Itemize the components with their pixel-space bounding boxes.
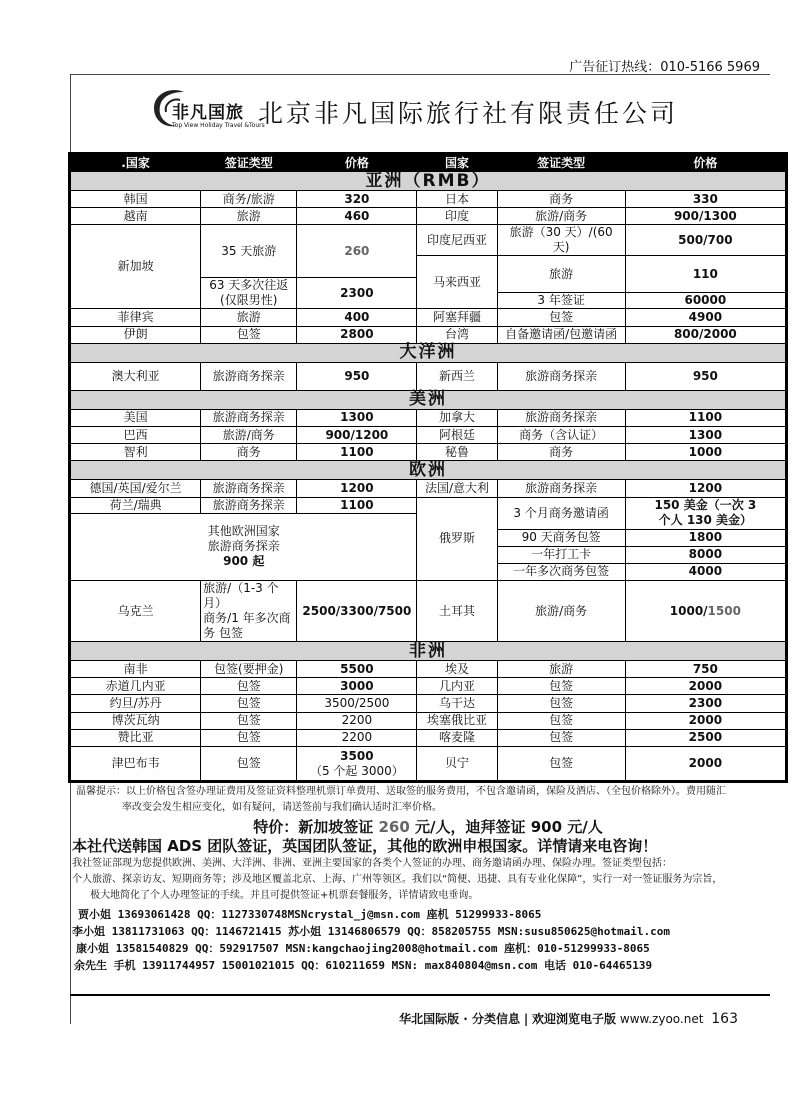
country-cell: 新加坡 — [71, 225, 201, 309]
price-cell: 2500 — [625, 729, 785, 746]
type-line: 务 包签 — [203, 626, 243, 641]
country-cell: 新西兰 — [417, 362, 497, 390]
region-row-africa — [71, 642, 786, 661]
country-cell: 韩国 — [71, 191, 201, 208]
type-cell: 旅游（30 天）/(60 天) — [497, 225, 625, 256]
price-cell: 8000 — [625, 546, 785, 563]
type-line: (仅限男性) — [220, 293, 278, 308]
reminder-text: 率改变会发生相应变化，如有疑问，请送签前与我们确认适时汇率价格。 — [122, 802, 442, 813]
price-cell: 4900 — [625, 309, 785, 326]
price-cell: 2000 — [625, 678, 785, 695]
price-cell: 2000 — [625, 712, 785, 729]
type-cell: 旅游商务探亲 — [497, 409, 625, 426]
country-cell: 埃及 — [417, 661, 497, 678]
country-cell: 法国/意大利 — [417, 480, 497, 497]
table-row — [71, 678, 786, 695]
type-cell: 旅游商务探亲 — [201, 497, 297, 513]
price-cell — [297, 747, 417, 781]
price-cell: 3000 — [297, 678, 417, 695]
type-cell: 包签 — [201, 729, 297, 746]
contact-line: 余先生 手机 13911744957 15001021015 QQ：610211659 MSN: max840804@msn.com 电话 010-64465139 — [74, 959, 653, 972]
country-cell: 伊朗 — [71, 326, 201, 343]
group-visa-headline: 本社代送韩国 ADS 团队签证，英国团队签证，其他的欧洲申根国家。详情请来电咨询！ — [72, 837, 658, 855]
type-cell: 旅游 — [201, 309, 297, 326]
country-cell: 秘鲁 — [417, 444, 497, 461]
price-cell: 2300 — [297, 278, 417, 309]
other-europe-line: 其他欧洲国家 — [207, 524, 280, 539]
price-cell: 1000 — [625, 444, 785, 461]
footer-separator: | — [523, 1012, 529, 1026]
type-cell: 90 天商务包签 — [497, 529, 625, 546]
visa-price-table — [68, 152, 788, 783]
price-cell: 3500/2500 — [297, 695, 417, 712]
region-row-oceania — [71, 343, 786, 362]
type-cell: 商务 — [201, 444, 297, 461]
type-cell: 包签 — [497, 747, 625, 781]
page-footer — [399, 1010, 738, 1027]
price-cell: 400 — [297, 309, 417, 326]
price-cell — [625, 581, 785, 642]
region-row-america — [71, 390, 786, 409]
country-cell: 南非 — [71, 661, 201, 678]
type-line: 63 天多次往返 — [209, 278, 289, 293]
type-cell: 包签 — [201, 695, 297, 712]
type-cell: 旅游 — [497, 256, 625, 292]
price-cell: 60000 — [625, 292, 785, 309]
price-cell: 2200 — [297, 729, 417, 746]
price-cell: 1200 — [297, 480, 417, 497]
price-cell: 2200 — [297, 712, 417, 729]
price-cell: 4000 — [625, 563, 785, 580]
special-text: 特价：新加坡签证 — [253, 818, 379, 836]
type-cell: 35 天旅游 — [201, 225, 297, 278]
country-cell: 美国 — [71, 409, 201, 426]
region-row-asia — [71, 172, 786, 191]
intro-text: 极大地简化了个人办理签证的手续。并且可提供签证+机票套餐服务，详情请致电垂询。 — [90, 890, 479, 901]
contact-line: 贾小姐 13693061428 QQ：1127330748MSNcrystal_j@msn.com 座机 51299933-8065 — [78, 908, 542, 921]
contact-line: 康小姐 13581540829 QQ：592917507 MSN:kangchaojing2008@hotmail.com 座机：010-51299933-8065 — [76, 942, 650, 955]
type-cell — [201, 581, 297, 642]
price-cell: 260 — [297, 225, 417, 278]
type-cell: 旅游/商务 — [497, 208, 625, 225]
type-cell: 包签 — [497, 729, 625, 746]
price-cell: 320 — [297, 191, 417, 208]
type-line: 旅游/（1-3 个月） — [203, 581, 279, 611]
table-row — [71, 480, 786, 497]
country-cell: 博茨瓦纳 — [71, 712, 201, 729]
country-cell: 智利 — [71, 444, 201, 461]
price-cell: 330 — [625, 191, 785, 208]
other-europe-line: 旅游商务探亲 — [207, 539, 280, 554]
header-price: 价格 — [297, 155, 417, 172]
table-row — [71, 712, 786, 729]
type-cell: 旅游商务探亲 — [497, 480, 625, 497]
country-cell: 几内亚 — [417, 678, 497, 695]
type-cell: 包签 — [201, 712, 297, 729]
price-part: 1000/ — [669, 603, 708, 618]
price-cell: 2500/3300/7500 — [297, 581, 417, 642]
price-cell: 1200 — [625, 480, 785, 497]
type-cell: 3 个月商务邀请函 — [497, 497, 625, 529]
header-visa-type: 签证类型 — [497, 155, 625, 172]
bottom-rule — [70, 994, 770, 996]
country-cell: 阿塞拜疆 — [417, 309, 497, 326]
table-row — [71, 309, 786, 326]
footer-tagline: 欢迎浏览电子版 — [532, 1012, 617, 1026]
price-line: 个人 130 美金） — [658, 513, 753, 527]
type-cell: 商务 — [497, 191, 625, 208]
price-part: 1500 — [707, 603, 741, 618]
price-line: 150 美金（一次 3 — [654, 498, 757, 512]
country-cell: 巴西 — [71, 426, 201, 443]
country-cell: 津巴布韦 — [71, 747, 201, 781]
top-rule — [70, 74, 770, 75]
country-cell: 阿根廷 — [417, 426, 497, 443]
company-name: 北京非凡国际旅行社有限责任公司 — [258, 99, 679, 128]
price-cell: 1100 — [297, 497, 417, 513]
header-price: 价格 — [625, 155, 785, 172]
country-cell: 印度尼西亚 — [417, 225, 497, 256]
country-cell: 赞比亚 — [71, 729, 201, 746]
table-row — [71, 444, 786, 461]
other-europe-price: 900 起 — [223, 554, 265, 569]
table-row — [71, 409, 786, 426]
price-cell: 950 — [625, 362, 785, 390]
table-row — [71, 661, 786, 678]
price-cell: 1100 — [297, 444, 417, 461]
price-cell: 460 — [297, 208, 417, 225]
type-cell: 商务/旅游 — [201, 191, 297, 208]
logo-text-cn: 非凡国旅 — [172, 103, 244, 123]
price-cell: 750 — [625, 661, 785, 678]
country-cell: 马来西亚 — [417, 256, 497, 309]
type-cell: 一年多次商务包签 — [497, 563, 625, 580]
price-cell: 800/2000 — [625, 326, 785, 343]
page-number: 163 — [711, 1011, 738, 1027]
logo-text-en: Top View Holiday Travel &Tours — [172, 122, 265, 129]
price-cell: 900/1200 — [297, 426, 417, 443]
price-cell: 5500 — [297, 661, 417, 678]
country-cell: 越南 — [71, 208, 201, 225]
header-visa-type: 签证类型 — [201, 155, 297, 172]
type-cell: 包签 — [497, 309, 625, 326]
country-cell: 乌干达 — [417, 695, 497, 712]
table-row — [71, 426, 786, 443]
type-cell: 3 年签证 — [497, 292, 625, 309]
table-row — [71, 191, 786, 208]
company-logo — [150, 86, 265, 138]
type-cell: 一年打工卡 — [497, 546, 625, 563]
type-cell: 旅游商务探亲 — [497, 362, 625, 390]
contact-list — [72, 906, 784, 974]
table-row — [71, 497, 786, 513]
country-cell: 加拿大 — [417, 409, 497, 426]
type-cell — [201, 278, 297, 309]
table-row — [71, 208, 786, 225]
price-cell: 1300 — [625, 426, 785, 443]
type-cell: 包签(要押金) — [201, 661, 297, 678]
region-title: 欧洲 — [71, 461, 786, 480]
header-country: .国家 — [71, 155, 201, 172]
country-cell: 喀麦隆 — [417, 729, 497, 746]
country-cell: 德国/英国/爱尔兰 — [71, 480, 201, 497]
type-cell: 旅游商务探亲 — [201, 362, 297, 390]
type-cell: 商务 — [497, 444, 625, 461]
special-price: 260 — [378, 818, 410, 836]
type-cell: 旅游 — [201, 208, 297, 225]
type-cell: 旅游/商务 — [201, 426, 297, 443]
type-cell: 自备邀请函/包邀请函 — [497, 326, 625, 343]
type-cell: 旅游 — [497, 661, 625, 678]
price-cell: 900/1300 — [625, 208, 785, 225]
price-cell: 1800 — [625, 529, 785, 546]
region-title: 亚洲（RMB） — [71, 172, 786, 191]
region-row-europe — [71, 461, 786, 480]
intro-text: 个人旅游、探亲访友、短期商务等；涉及地区覆盖北京、上海、广州等领区。我们以“简便、迅捷、具有专业化保障”，实行一对一签证服务为宗旨， — [72, 874, 723, 885]
region-title: 非洲 — [71, 642, 786, 661]
country-cell: 日本 — [417, 191, 497, 208]
country-cell: 菲律宾 — [71, 309, 201, 326]
contact-line: 李小姐 13811731063 QQ：1146721415 苏小姐 13146806579 QQ：858205755 MSN:susu850625@hotmail.com — [72, 925, 670, 938]
intro-text: 我社签证部现为您提供欧洲、美洲、大洋洲、非洲、亚洲主要国家的各类个人签证的办理、商务邀请函办理、保险办理。签证类型包括： — [72, 858, 672, 869]
table-row — [71, 225, 786, 256]
table-row — [71, 729, 786, 746]
price-cell: 110 — [625, 256, 785, 292]
table-header — [71, 155, 786, 172]
price-cell — [625, 497, 785, 529]
type-cell: 包签 — [497, 695, 625, 712]
type-cell: 包签 — [201, 326, 297, 343]
price-cell: 1100 — [625, 409, 785, 426]
price-cell: 1300 — [297, 409, 417, 426]
type-cell: 包签 — [201, 678, 297, 695]
reminder-text: 温馨提示：以上价格包含签办理证费用及签证资料整理机票订单费用、送取签的服务费用，不包含邀请函，保险及酒店、（全包价格除外）。费用随汇 — [76, 786, 726, 797]
price-cell: 950 — [297, 362, 417, 390]
country-cell: 乌克兰 — [71, 581, 201, 642]
type-cell: 旅游/商务 — [497, 581, 625, 642]
type-cell: 商务（含认证） — [497, 426, 625, 443]
type-line: 商务/1 年多次商 — [203, 611, 291, 626]
country-cell: 埃塞俄比亚 — [417, 712, 497, 729]
table-row — [71, 747, 786, 781]
country-cell: 印度 — [417, 208, 497, 225]
price-line: 3500 — [340, 748, 374, 763]
table-row — [71, 326, 786, 343]
country-cell: 贝宁 — [417, 747, 497, 781]
price-cell: 2800 — [297, 326, 417, 343]
country-cell: 土耳其 — [417, 581, 497, 642]
country-cell: 赤道几内亚 — [71, 678, 201, 695]
footer-url[interactable]: www.zyoo.net — [619, 1012, 704, 1026]
table-row — [71, 362, 786, 390]
country-cell: 荷兰/瑞典 — [71, 497, 201, 513]
notes-section — [72, 784, 784, 974]
country-cell: 约旦/苏丹 — [71, 695, 201, 712]
table-row — [71, 695, 786, 712]
special-text: 元/人，迪拜签证 900 元/人 — [409, 818, 603, 836]
header-country: 国家 — [417, 155, 497, 172]
price-note: （5 个起 3000） — [309, 763, 404, 778]
other-europe-cell — [71, 513, 417, 581]
country-cell: 澳大利亚 — [71, 362, 201, 390]
price-cell: 2300 — [625, 695, 785, 712]
type-cell: 包签 — [201, 747, 297, 781]
price-cell: 2000 — [625, 747, 785, 781]
type-cell: 旅游商务探亲 — [201, 409, 297, 426]
type-cell: 旅游商务探亲 — [201, 480, 297, 497]
country-cell: 台湾 — [417, 326, 497, 343]
table-row — [71, 581, 786, 642]
type-cell: 包签 — [497, 678, 625, 695]
region-title: 美洲 — [71, 390, 786, 409]
ad-hotline: 广告征订热线：010-5166 5969 — [569, 60, 760, 75]
region-title: 大洋洲 — [71, 343, 786, 362]
type-cell: 包签 — [497, 712, 625, 729]
price-cell: 500/700 — [625, 225, 785, 256]
footer-section: 华北国际版 · 分类信息 — [399, 1012, 520, 1026]
country-cell: 俄罗斯 — [417, 497, 497, 581]
special-offer — [72, 818, 784, 837]
